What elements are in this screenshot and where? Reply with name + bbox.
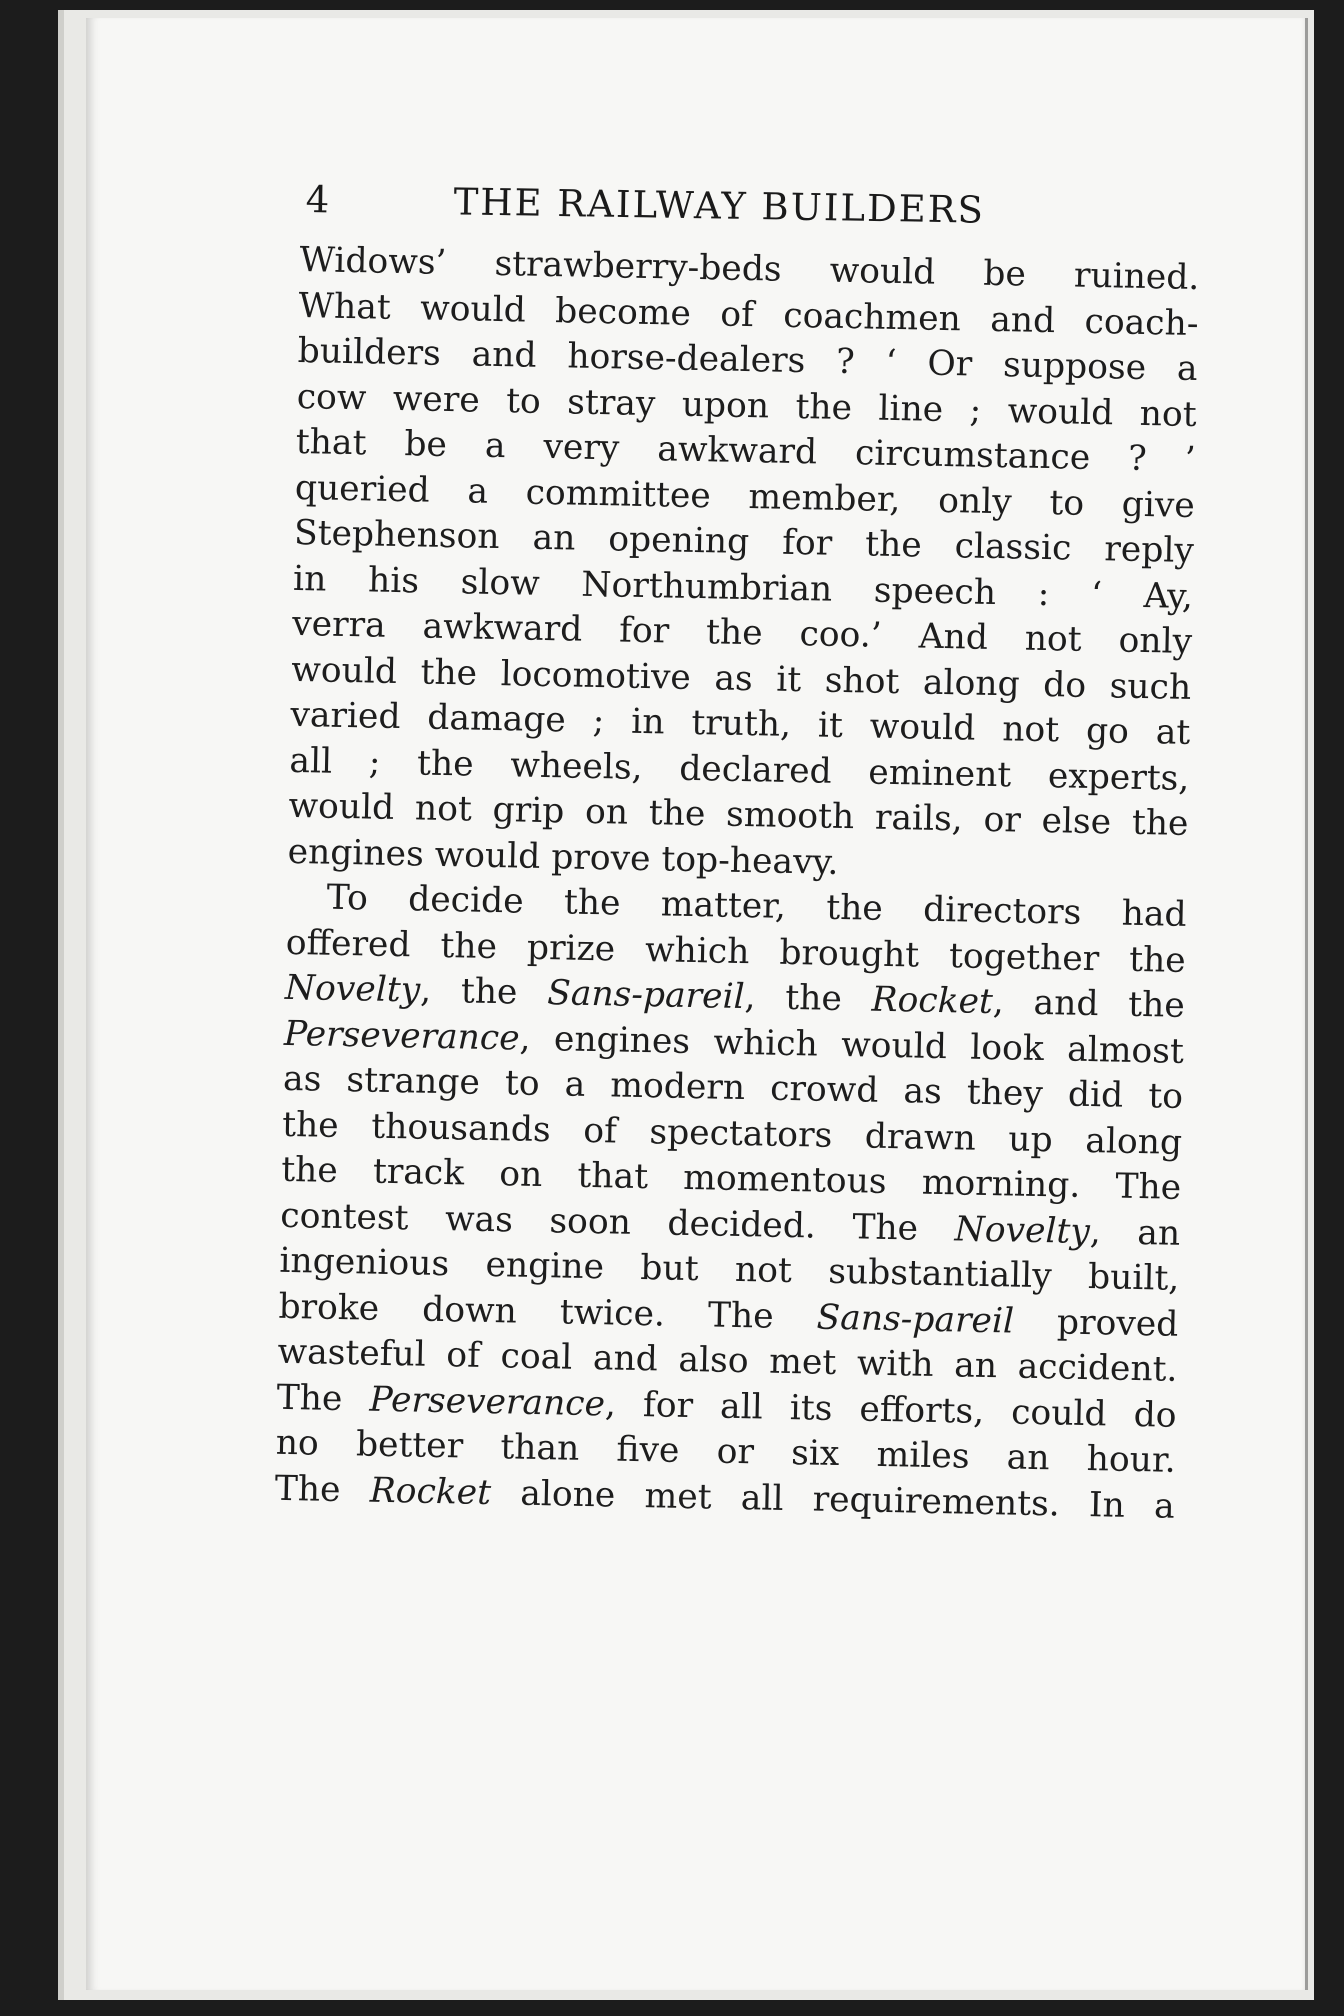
text-line: varied damage ; in truth, it would not go at [290, 694, 1191, 753]
text-line: What would become of coachmen and coach- [298, 285, 1199, 344]
page-right-edge [1305, 18, 1308, 1990]
text-run: The [276, 1377, 370, 1420]
text-run: , an [1089, 1211, 1181, 1254]
text-run: , the [419, 970, 548, 1014]
text-line: cow were to stray upon the line ; would not [296, 376, 1198, 435]
body-text [274, 238, 1199, 1530]
text-line: offered the prize which brought together the [285, 922, 1187, 981]
engine-name: Rocket [369, 1470, 492, 1513]
text-line: would not grip on the smooth rails, or else the [288, 785, 1189, 844]
text-line: ingenious engine but not substantially built, [279, 1240, 1180, 1299]
book-title: THE RAILWAY BUILDERS [453, 180, 986, 232]
text-line: Stephenson an opening for the classic reply [293, 512, 1195, 571]
text-run: , and the [992, 982, 1186, 1026]
text-line: builders and horse-dealers ? ‘ Or suppose a [297, 330, 1198, 390]
text-line: the thousands of spectators drawn up along [281, 1104, 1183, 1163]
text-run: contest was soon decided. The [279, 1195, 956, 1249]
engine-name: Perseverance [283, 1013, 521, 1059]
text-line: wasteful of coal and also met with an accident. [277, 1331, 1178, 1390]
text-line: verra awkward for the coo.’ And not only [291, 603, 1193, 662]
text-run: , the [744, 977, 873, 1020]
paragraph-start-line: To decide the matter, the directors had [326, 877, 1187, 935]
text-run: alone met all requirements. In a [490, 1472, 1176, 1527]
text-line: that be a very awkward circumstance ? ’ [295, 421, 1197, 481]
engine-name: Novelty [954, 1208, 1091, 1252]
text-line: would the locomotive as it shot along do such [290, 649, 1192, 708]
text-line: as strange to a modern crowd as they did to [282, 1058, 1184, 1117]
text-run: , for all its efforts, could do [604, 1383, 1177, 1436]
text-run: broke down twice. The [278, 1286, 818, 1338]
text-run: proved [1013, 1301, 1179, 1345]
text-run: , engines which would look almost [519, 1018, 1185, 1072]
engine-name: Rocket [871, 979, 994, 1023]
page-number: 4 [305, 178, 331, 222]
text-line: the track on that momentous morning. The [280, 1149, 1182, 1208]
text-line: queried a committee member, only to give [294, 467, 1196, 526]
text-line: in his slow Northumbrian speech : ‘ Ay, [292, 558, 1194, 617]
text-line: all ; the wheels, declared eminent experts, [289, 740, 1190, 799]
running-head [305, 178, 1066, 250]
engine-name: Sans-pareil [546, 973, 746, 1018]
text-line: Widows’ strawberry-beds would be ruined. [299, 239, 1200, 299]
engine-name: Perseverance [369, 1379, 606, 1424]
text-run: The [274, 1468, 371, 1511]
engine-name: Sans-pareil [816, 1297, 1015, 1342]
engine-name: Novelty [284, 967, 421, 1011]
paragraph-end-line: engines would prove top-heavy. [287, 831, 839, 883]
text-line: no better than five or six miles an hour. [275, 1422, 1177, 1481]
